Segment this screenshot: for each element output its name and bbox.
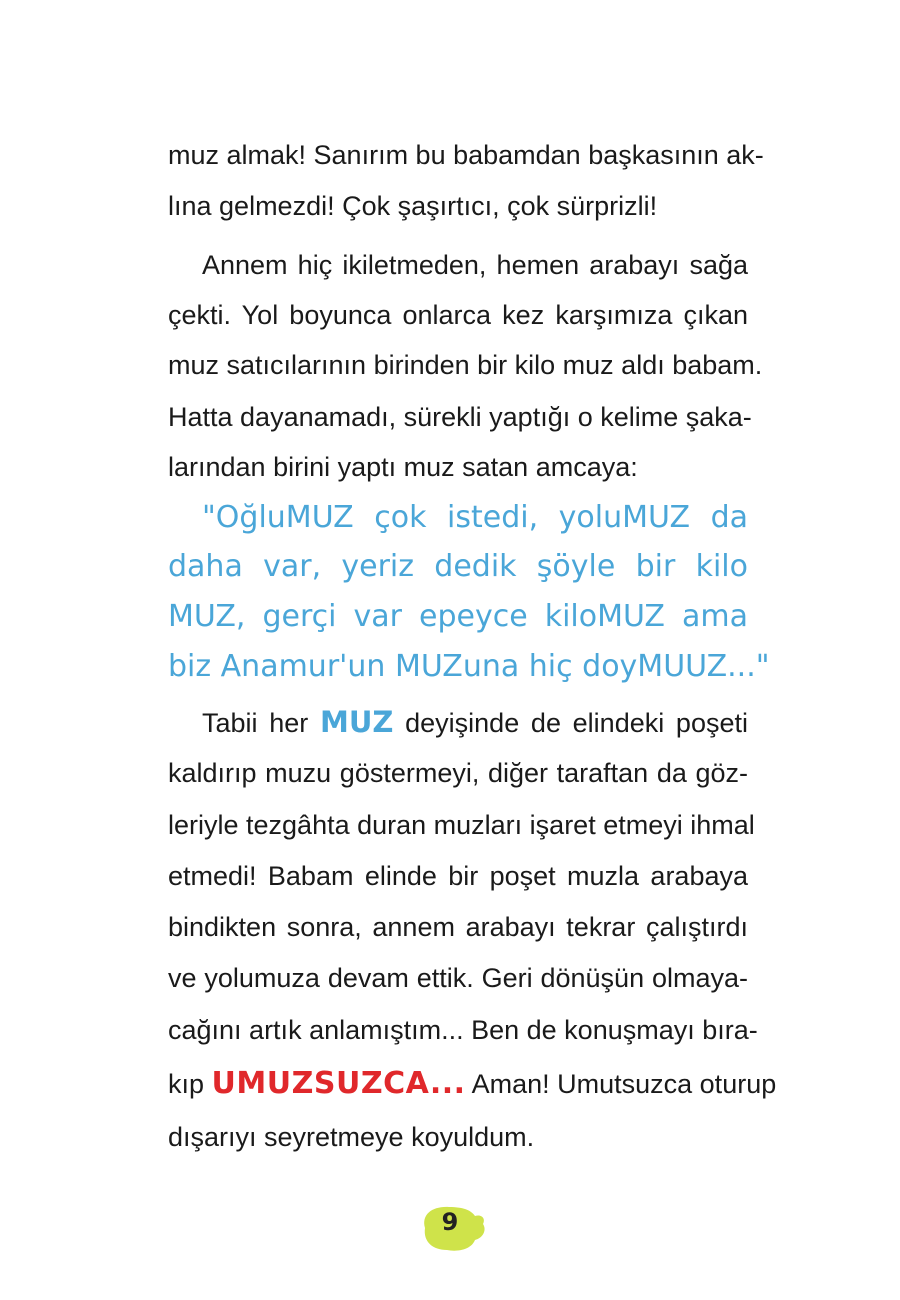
text-line	[168, 702, 748, 743]
quote-line: biz Anamur'un MUZuna hiç doyMUUZ..."	[168, 649, 770, 684]
text-line: muz almak! Sanırım bu babamdan başkasının ak-	[168, 140, 764, 170]
text-line: kaldırıp muzu göstermeyi, diğer taraftan da göz-	[168, 758, 748, 788]
text-line: leriyle tezgâhta duran muzları işaret etmeyi ihmal	[168, 810, 755, 840]
text-line: Annem hiç ikiletmeden, hemen arabayı sağa	[202, 250, 748, 280]
text-line	[168, 1064, 777, 1104]
page-number: 9	[441, 1208, 459, 1236]
muz-highlight: MUZ	[319, 705, 394, 739]
text-fragment: deyişinde de elindeki poşeti	[405, 708, 748, 738]
umuzsuzca-highlight: UMUZSUZCA...	[211, 1066, 466, 1101]
text-line: ve yolumuza devam ettik. Geri dönüşün olmaya-	[168, 963, 748, 993]
text-line: lına gelmezdi! Çok şaşırtıcı, çok sürprizli!	[168, 191, 658, 221]
text-fragment: Aman! Umutsuzca oturup	[471, 1069, 777, 1099]
quote-line: MUZ, gerçi var epeyce kiloMUZ ama	[168, 599, 748, 634]
text-line: larından birini yaptı muz satan amcaya:	[168, 452, 638, 482]
text-line: etmedi! Babam elinde bir poşet muzla arabaya	[168, 861, 748, 891]
text-line: cağını artık anlamıştım... Ben de konuşmayı bıra-	[168, 1015, 758, 1045]
page-number-badge	[411, 1198, 489, 1258]
quote-line: "OğluMUZ çok istedi, yoluMUZ da	[202, 500, 748, 535]
text-line: dışarıyı seyretmeye koyuldum.	[168, 1122, 535, 1152]
text-fragment: Tabii her	[202, 708, 309, 738]
text-line: muz satıcılarının birinden bir kilo muz aldı babam.	[168, 350, 763, 380]
text-fragment: kıp	[168, 1069, 205, 1099]
text-line: bindikten sonra, annem arabayı tekrar çalıştırdı	[168, 912, 748, 942]
quote-line: daha var, yeriz dedik şöyle bir kilo	[168, 549, 748, 584]
text-line: çekti. Yol boyunca onlarca kez karşımıza çıkan	[168, 300, 748, 330]
text-line: Hatta dayanamadı, sürekli yaptığı o kelime şaka-	[168, 402, 752, 432]
